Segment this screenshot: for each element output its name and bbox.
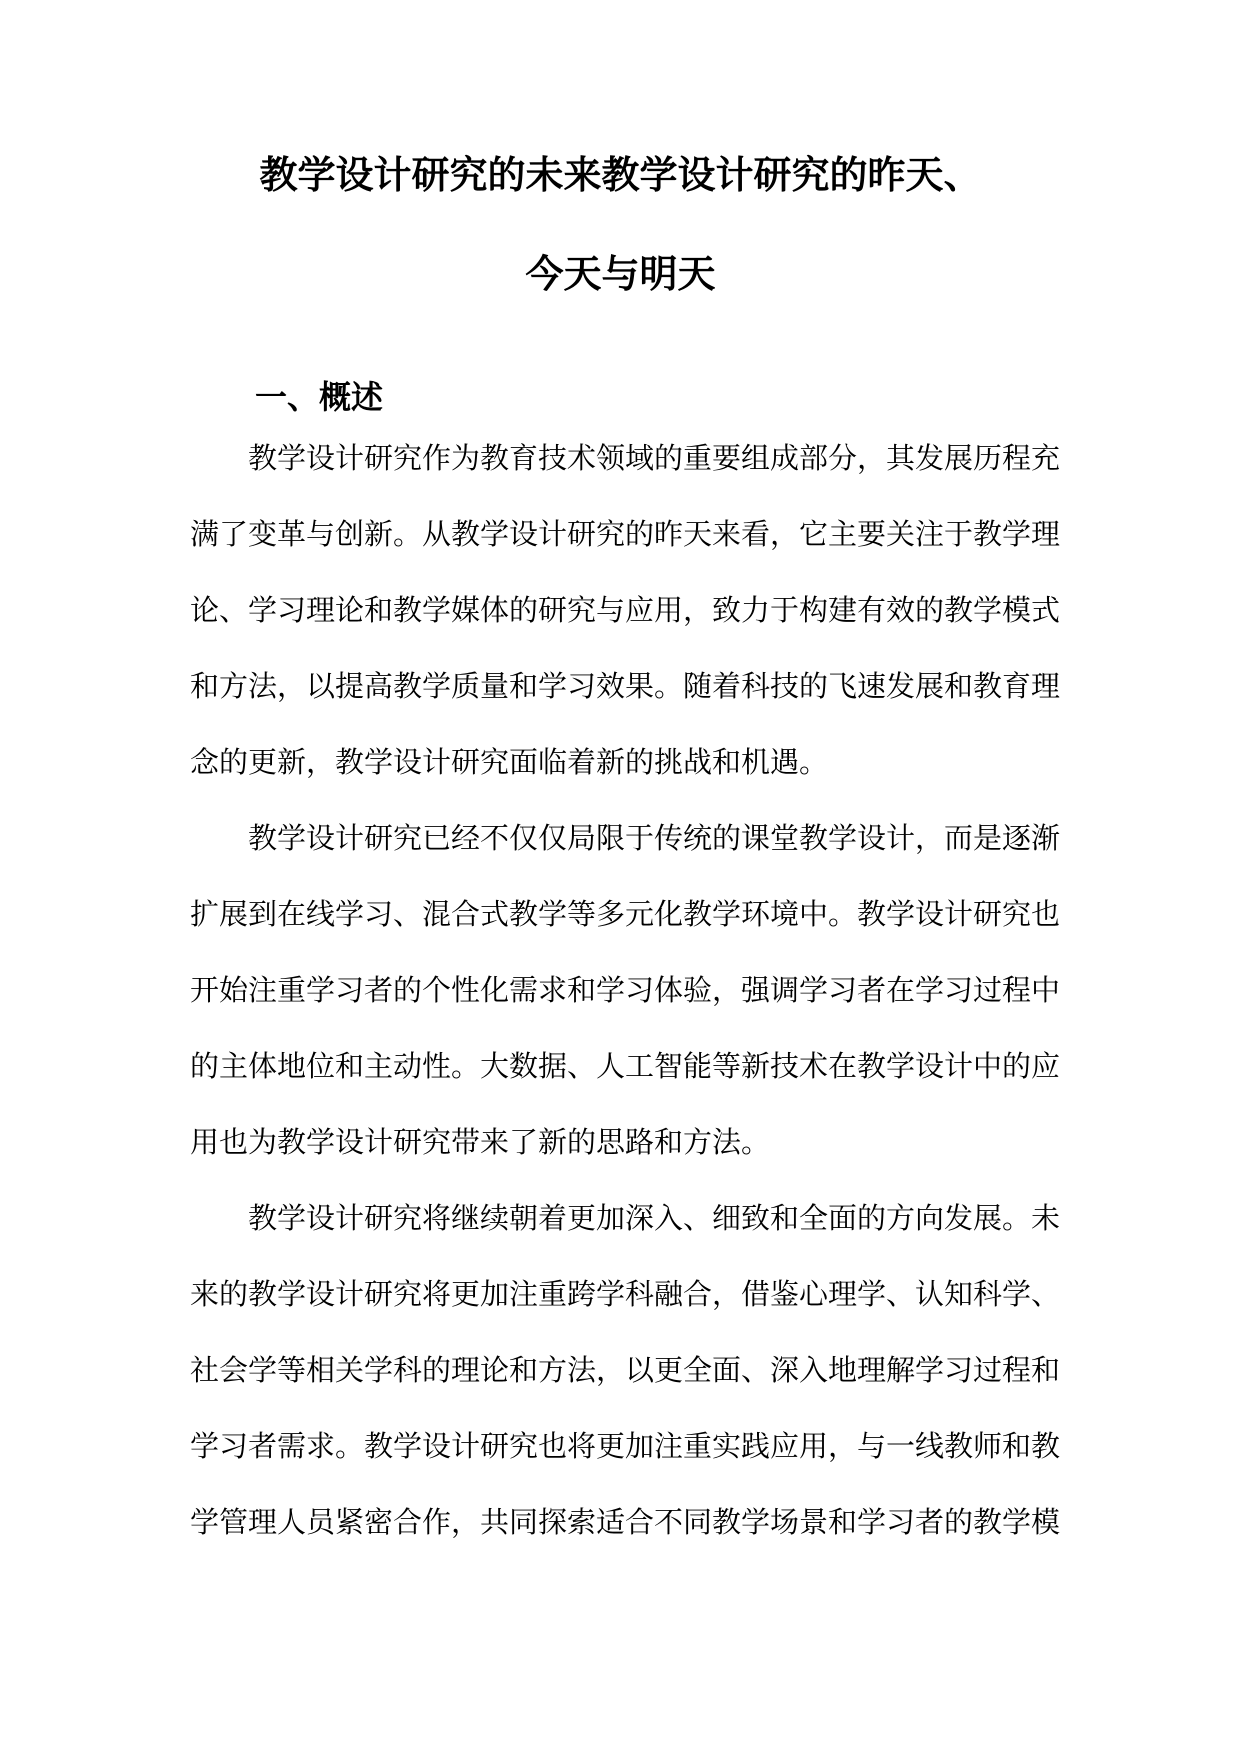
document-title-line-2: 今天与明天: [525, 251, 716, 296]
document-title-line-1: 教学设计研究的未来教学设计研究的昨天、: [259, 152, 982, 197]
paragraph: 教学设计研究作为教育技术领域的重要组成部分，其发展历程充满了变革与创新。从教学设计研究的昨天来看，它主要关注于教学理论、学习理论和教学媒体的研究与应用，致力于构建有效的教学模式和方法，以提高教学质量和学习效果。随着科技的飞速发展和教育理念的更新，教学设计研究面临着新的挑战和机遇。: [190, 441, 1061, 779]
body-text: [190, 420, 1060, 1560]
section-heading: 一、概述: [255, 378, 384, 416]
paragraph: 教学设计研究已经不仅仅局限于传统的课堂教学设计，而是逐渐扩展到在线学习、混合式教学等多元化教学环境中。教学设计研究也开始注重学习者的个性化需求和学习体验，强调学习者在学习过程中的主体地位和主动性。大数据、人工智能等新技术在教学设计中的应用也为教学设计研究带来了新的思路和方法。: [190, 821, 1061, 1159]
paragraph: 教学设计研究将继续朝着更加深入、细致和全面的方向发展。未来的教学设计研究将更加注重跨学科融合，借鉴心理学、认知科学、社会学等相关学科的理论和方法，以更全面、深入地理解学习过程和学习者需求。教学设计研究也将更加注重实践应用，与一线教师和教学管理人员紧密合作，共同探索适合不同教学场景和学习者的教学模: [190, 1201, 1061, 1539]
